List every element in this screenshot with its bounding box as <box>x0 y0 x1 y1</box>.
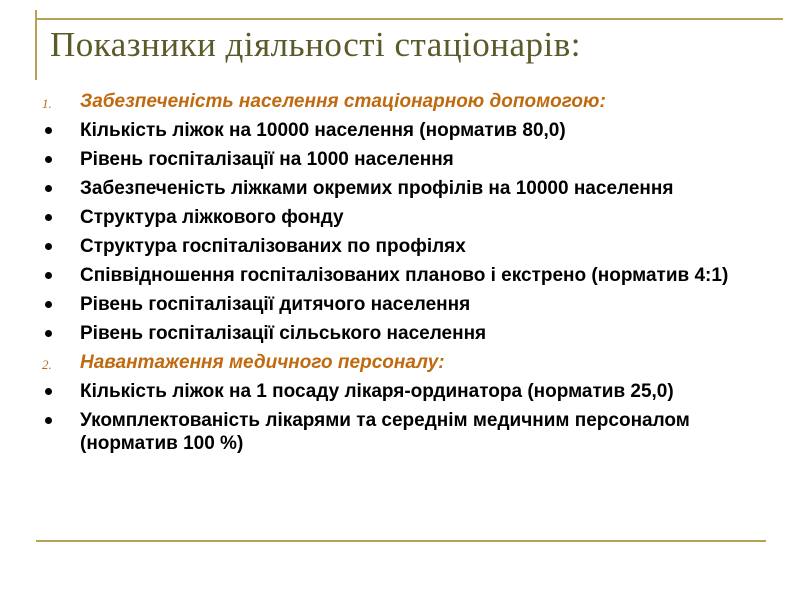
list-item <box>42 148 792 171</box>
list-item-text: Співвідношення госпіталізованих планово і екстрено (норматив 4:1) <box>80 265 729 286</box>
bullet-icon <box>45 272 52 279</box>
list-item-text: Структура госпіталізованих по профілях <box>80 236 466 257</box>
list-item-text: Забезпеченість ліжками окремих профілів на 10000 населення <box>80 178 674 199</box>
list-item <box>42 206 792 229</box>
section-heading <box>42 351 792 374</box>
content-list <box>42 90 792 461</box>
list-item <box>42 235 792 258</box>
bullet-icon <box>45 127 52 134</box>
bullet-icon <box>45 330 52 337</box>
list-item-text: Кількість ліжок на 10000 населення (норматив 80,0) <box>80 120 566 141</box>
list-item-text: Рівень госпіталізації на 1000 населення <box>80 149 454 170</box>
list-item <box>42 322 792 345</box>
section-heading <box>42 90 792 113</box>
left-rule <box>35 10 37 80</box>
list-item-text: Структура ліжкового фонду <box>80 207 344 228</box>
list-item <box>42 119 792 142</box>
slide-title: Показники діяльності стаціонарів: <box>50 25 582 64</box>
section-number: 1. <box>42 96 52 111</box>
bullet-icon <box>45 214 52 221</box>
list-item <box>42 293 792 316</box>
list-item-text: Кількість ліжок на 1 посаду лікаря-ординатора (норматив 25,0) <box>80 381 674 402</box>
section-heading-text: Забезпеченість населення стаціонарною допомогою: <box>80 91 606 112</box>
list-item <box>42 409 792 455</box>
bullet-icon <box>45 301 52 308</box>
list-item <box>42 264 792 287</box>
bottom-rule <box>36 540 766 542</box>
bullet-icon <box>45 417 52 424</box>
list-item <box>42 177 792 200</box>
list-item <box>42 380 792 403</box>
top-rule <box>36 18 783 20</box>
section-heading-text: Навантаження медичного персоналу: <box>80 352 445 373</box>
list-item-text: Укомплектованість лікарями та середнім медичним персоналом (норматив 100 %) <box>80 410 690 454</box>
bullet-icon <box>45 388 52 395</box>
bullet-icon <box>45 185 52 192</box>
bullet-icon <box>45 243 52 250</box>
bullet-icon <box>45 156 52 163</box>
list-item-text: Рівень госпіталізації дитячого населення <box>80 294 471 315</box>
section-number: 2. <box>42 357 52 372</box>
list-item-text: Рівень госпіталізації сільського населення <box>80 323 487 344</box>
